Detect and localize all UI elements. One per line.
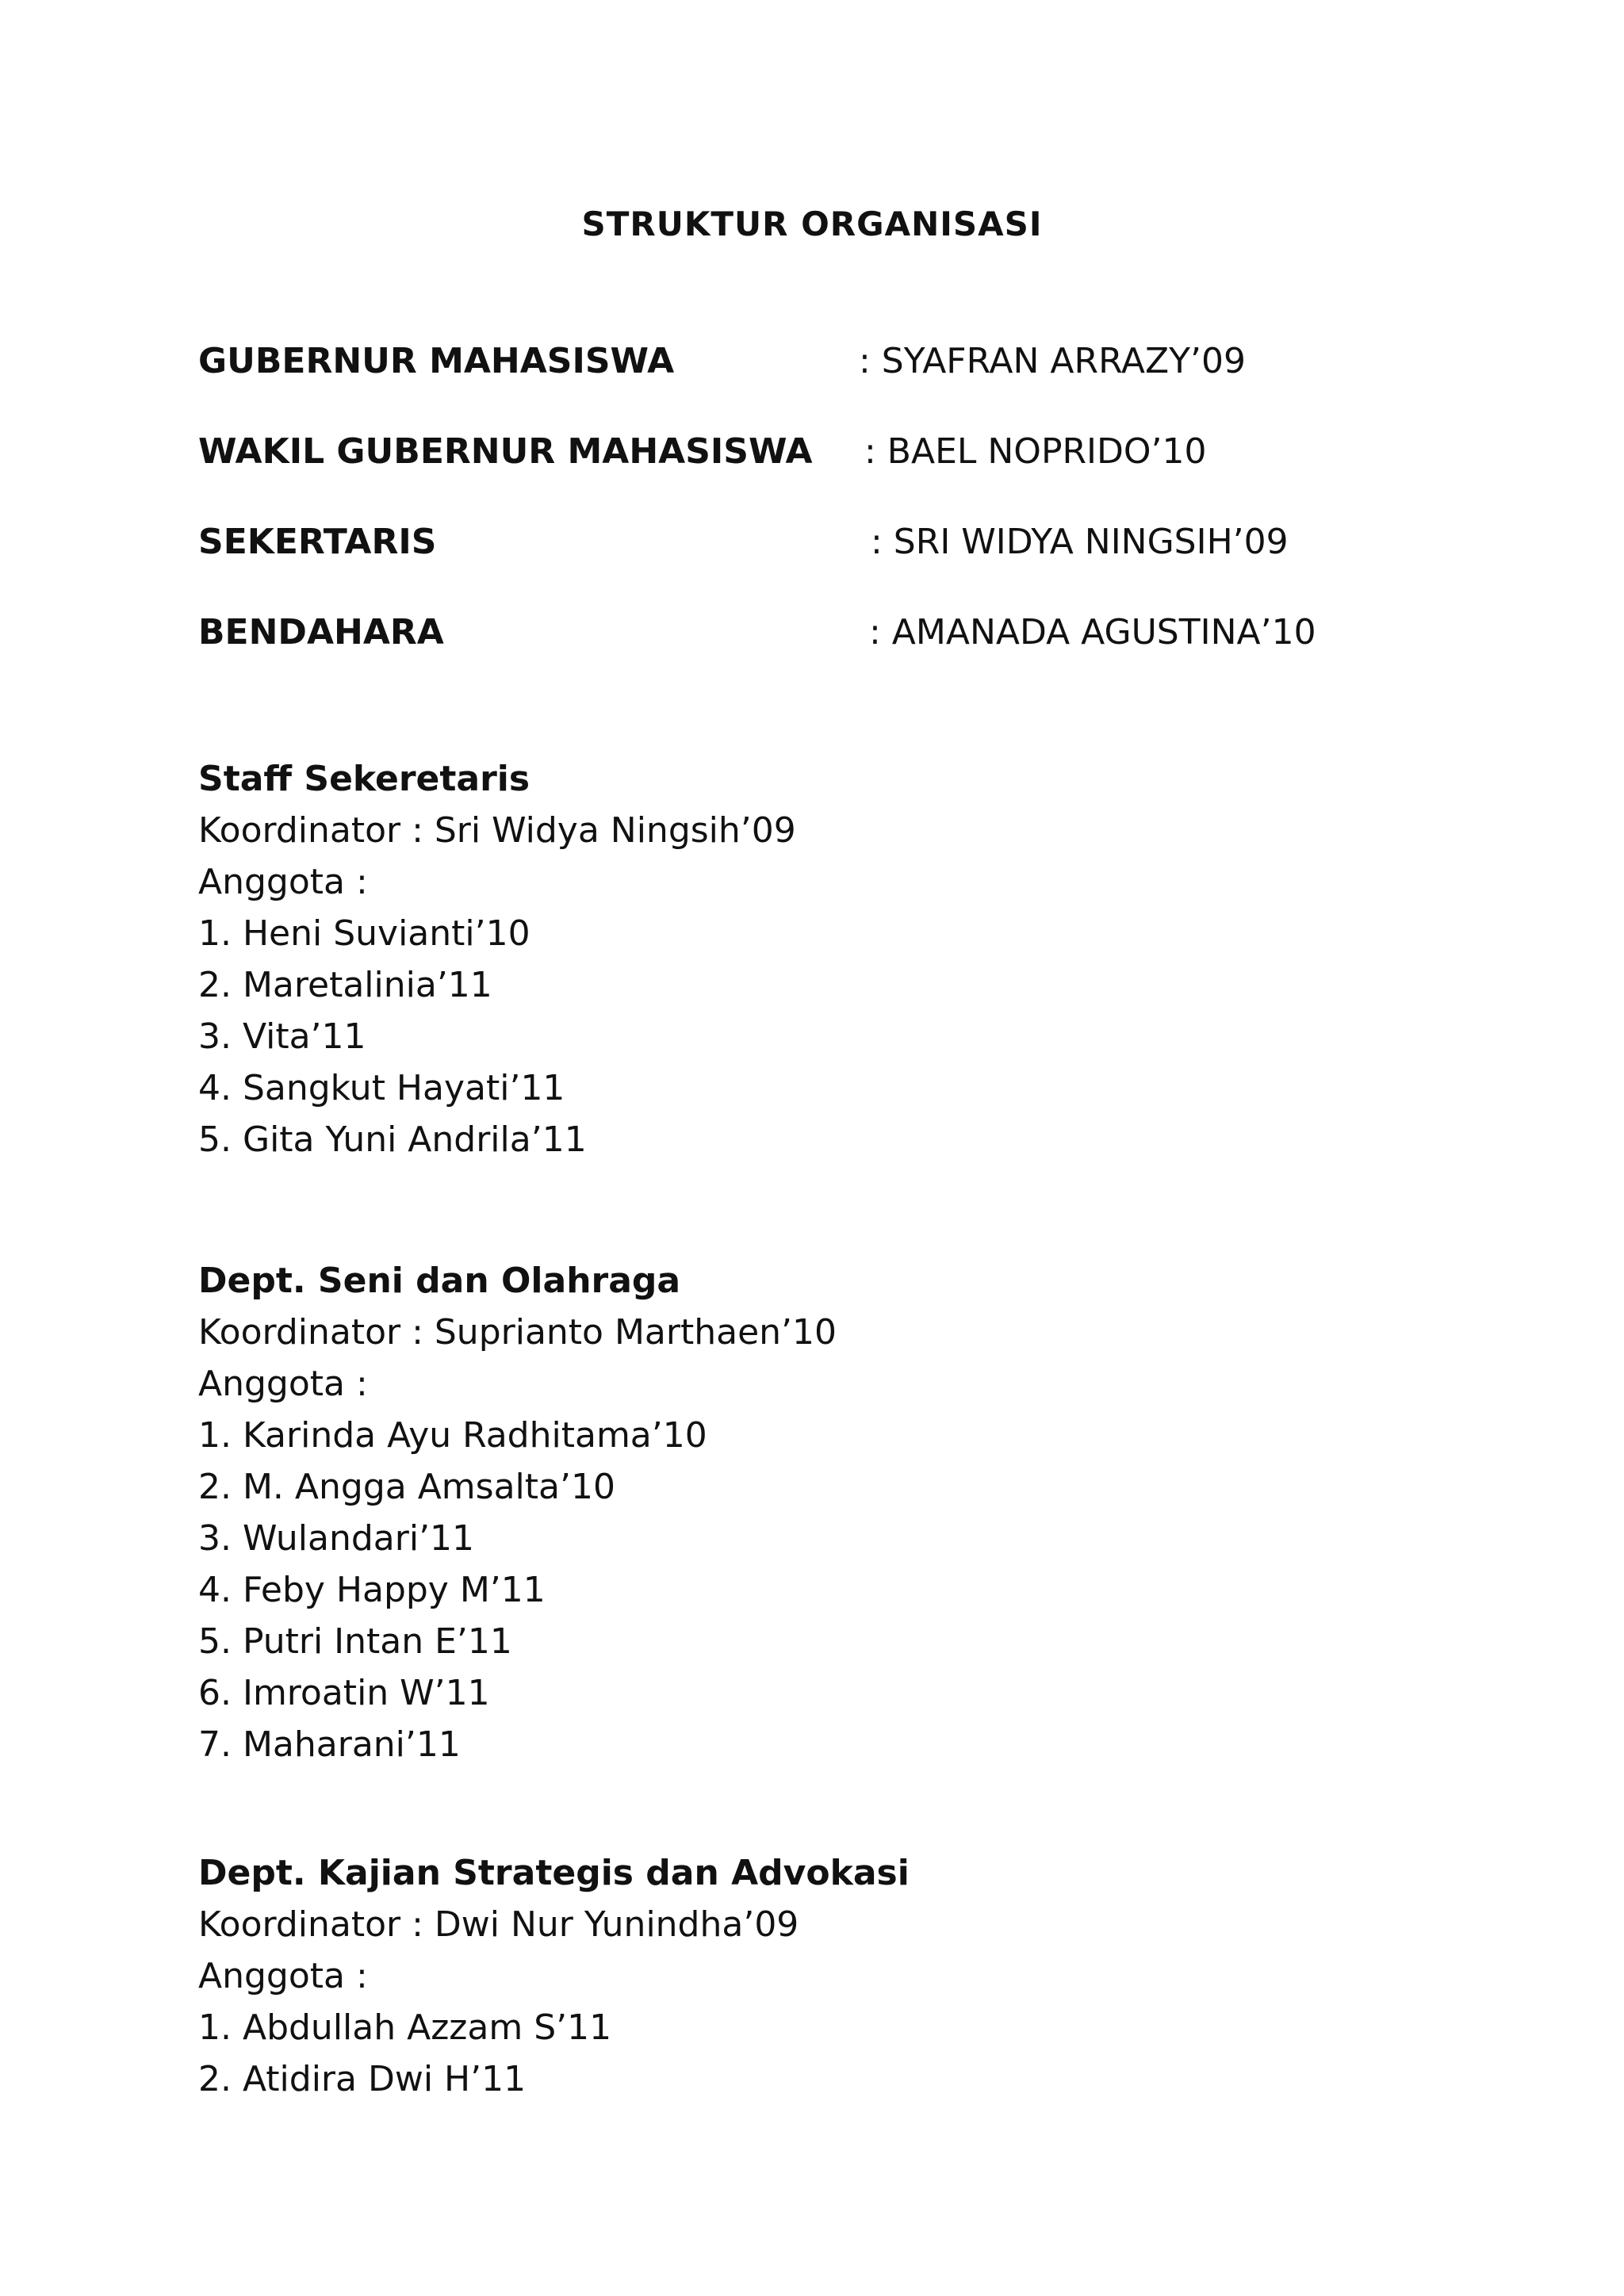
page-title: STRUKTUR ORGANISASI: [581, 205, 1043, 243]
officer-row-treasurer: [198, 612, 1467, 702]
list-item: 6. Imroatin W’11: [198, 1673, 490, 1713]
list-item: 5. Gita Yuni Andrila’11: [198, 1119, 587, 1160]
member-list: [198, 2002, 1467, 2105]
members-label: Anggota :: [198, 862, 368, 902]
coordinator-line: Koordinator : Suprianto Marthaen’10: [198, 1312, 837, 1353]
officer-name: : AMANADA AGUSTINA’10: [869, 612, 1316, 652]
list-item: 3. Vita’11: [198, 1016, 366, 1057]
members-label: Anggota :: [198, 1364, 368, 1404]
list-item: 1. Karinda Ayu Radhitama’10: [198, 1415, 707, 1456]
coordinator-line: Koordinator : Sri Widya Ningsih’09: [198, 810, 796, 851]
officer-row-governor: [198, 341, 1467, 431]
officer-row-secretary: [198, 522, 1467, 612]
officer-role: BENDAHARA: [198, 612, 444, 652]
officer-name: : SYAFRAN ARRAZY’09: [859, 341, 1246, 381]
list-item: 3. Wulandari’11: [198, 1518, 475, 1559]
coordinator-line: Koordinator : Dwi Nur Yunindha’09: [198, 1904, 799, 1945]
list-item: 7. Maharani’11: [198, 1724, 461, 1765]
section-heading: Staff Sekeretaris: [198, 759, 530, 799]
member-list: [198, 908, 1467, 1165]
list-item: 1. Heni Suvianti’10: [198, 913, 530, 954]
officer-row-vice-governor: [198, 431, 1467, 522]
list-item: 2. Maretalinia’11: [198, 965, 492, 1005]
list-item: 2. M. Angga Amsalta’10: [198, 1467, 615, 1507]
officer-list: [198, 341, 1467, 702]
officer-name: : SRI WIDYA NINGSIH’09: [871, 522, 1289, 562]
section-seni-olahraga: [198, 1255, 1467, 1770]
section-staff-sekeretaris: [198, 753, 1467, 1165]
list-item: 2. Atidira Dwi H’11: [198, 2059, 527, 2099]
section-kajian-strategis: [198, 1847, 1467, 2105]
members-label: Anggota :: [198, 1956, 368, 1996]
officer-role: WAKIL GUBERNUR MAHASISWA: [198, 431, 813, 472]
member-list: [198, 1410, 1467, 1770]
list-item: 1. Abdullah Azzam S’11: [198, 2007, 612, 2048]
list-item: 4. Feby Happy M’11: [198, 1570, 546, 1610]
officer-role: SEKERTARIS: [198, 522, 437, 562]
officer-name: : BAEL NOPRIDO’10: [864, 431, 1207, 472]
list-item: 5. Putri Intan E’11: [198, 1621, 512, 1662]
section-heading: Dept. Seni dan Olahraga: [198, 1261, 681, 1301]
officer-role: GUBERNUR MAHASISWA: [198, 341, 675, 381]
list-item: 4. Sangkut Hayati’11: [198, 1068, 565, 1108]
section-heading: Dept. Kajian Strategis dan Advokasi: [198, 1853, 910, 1893]
